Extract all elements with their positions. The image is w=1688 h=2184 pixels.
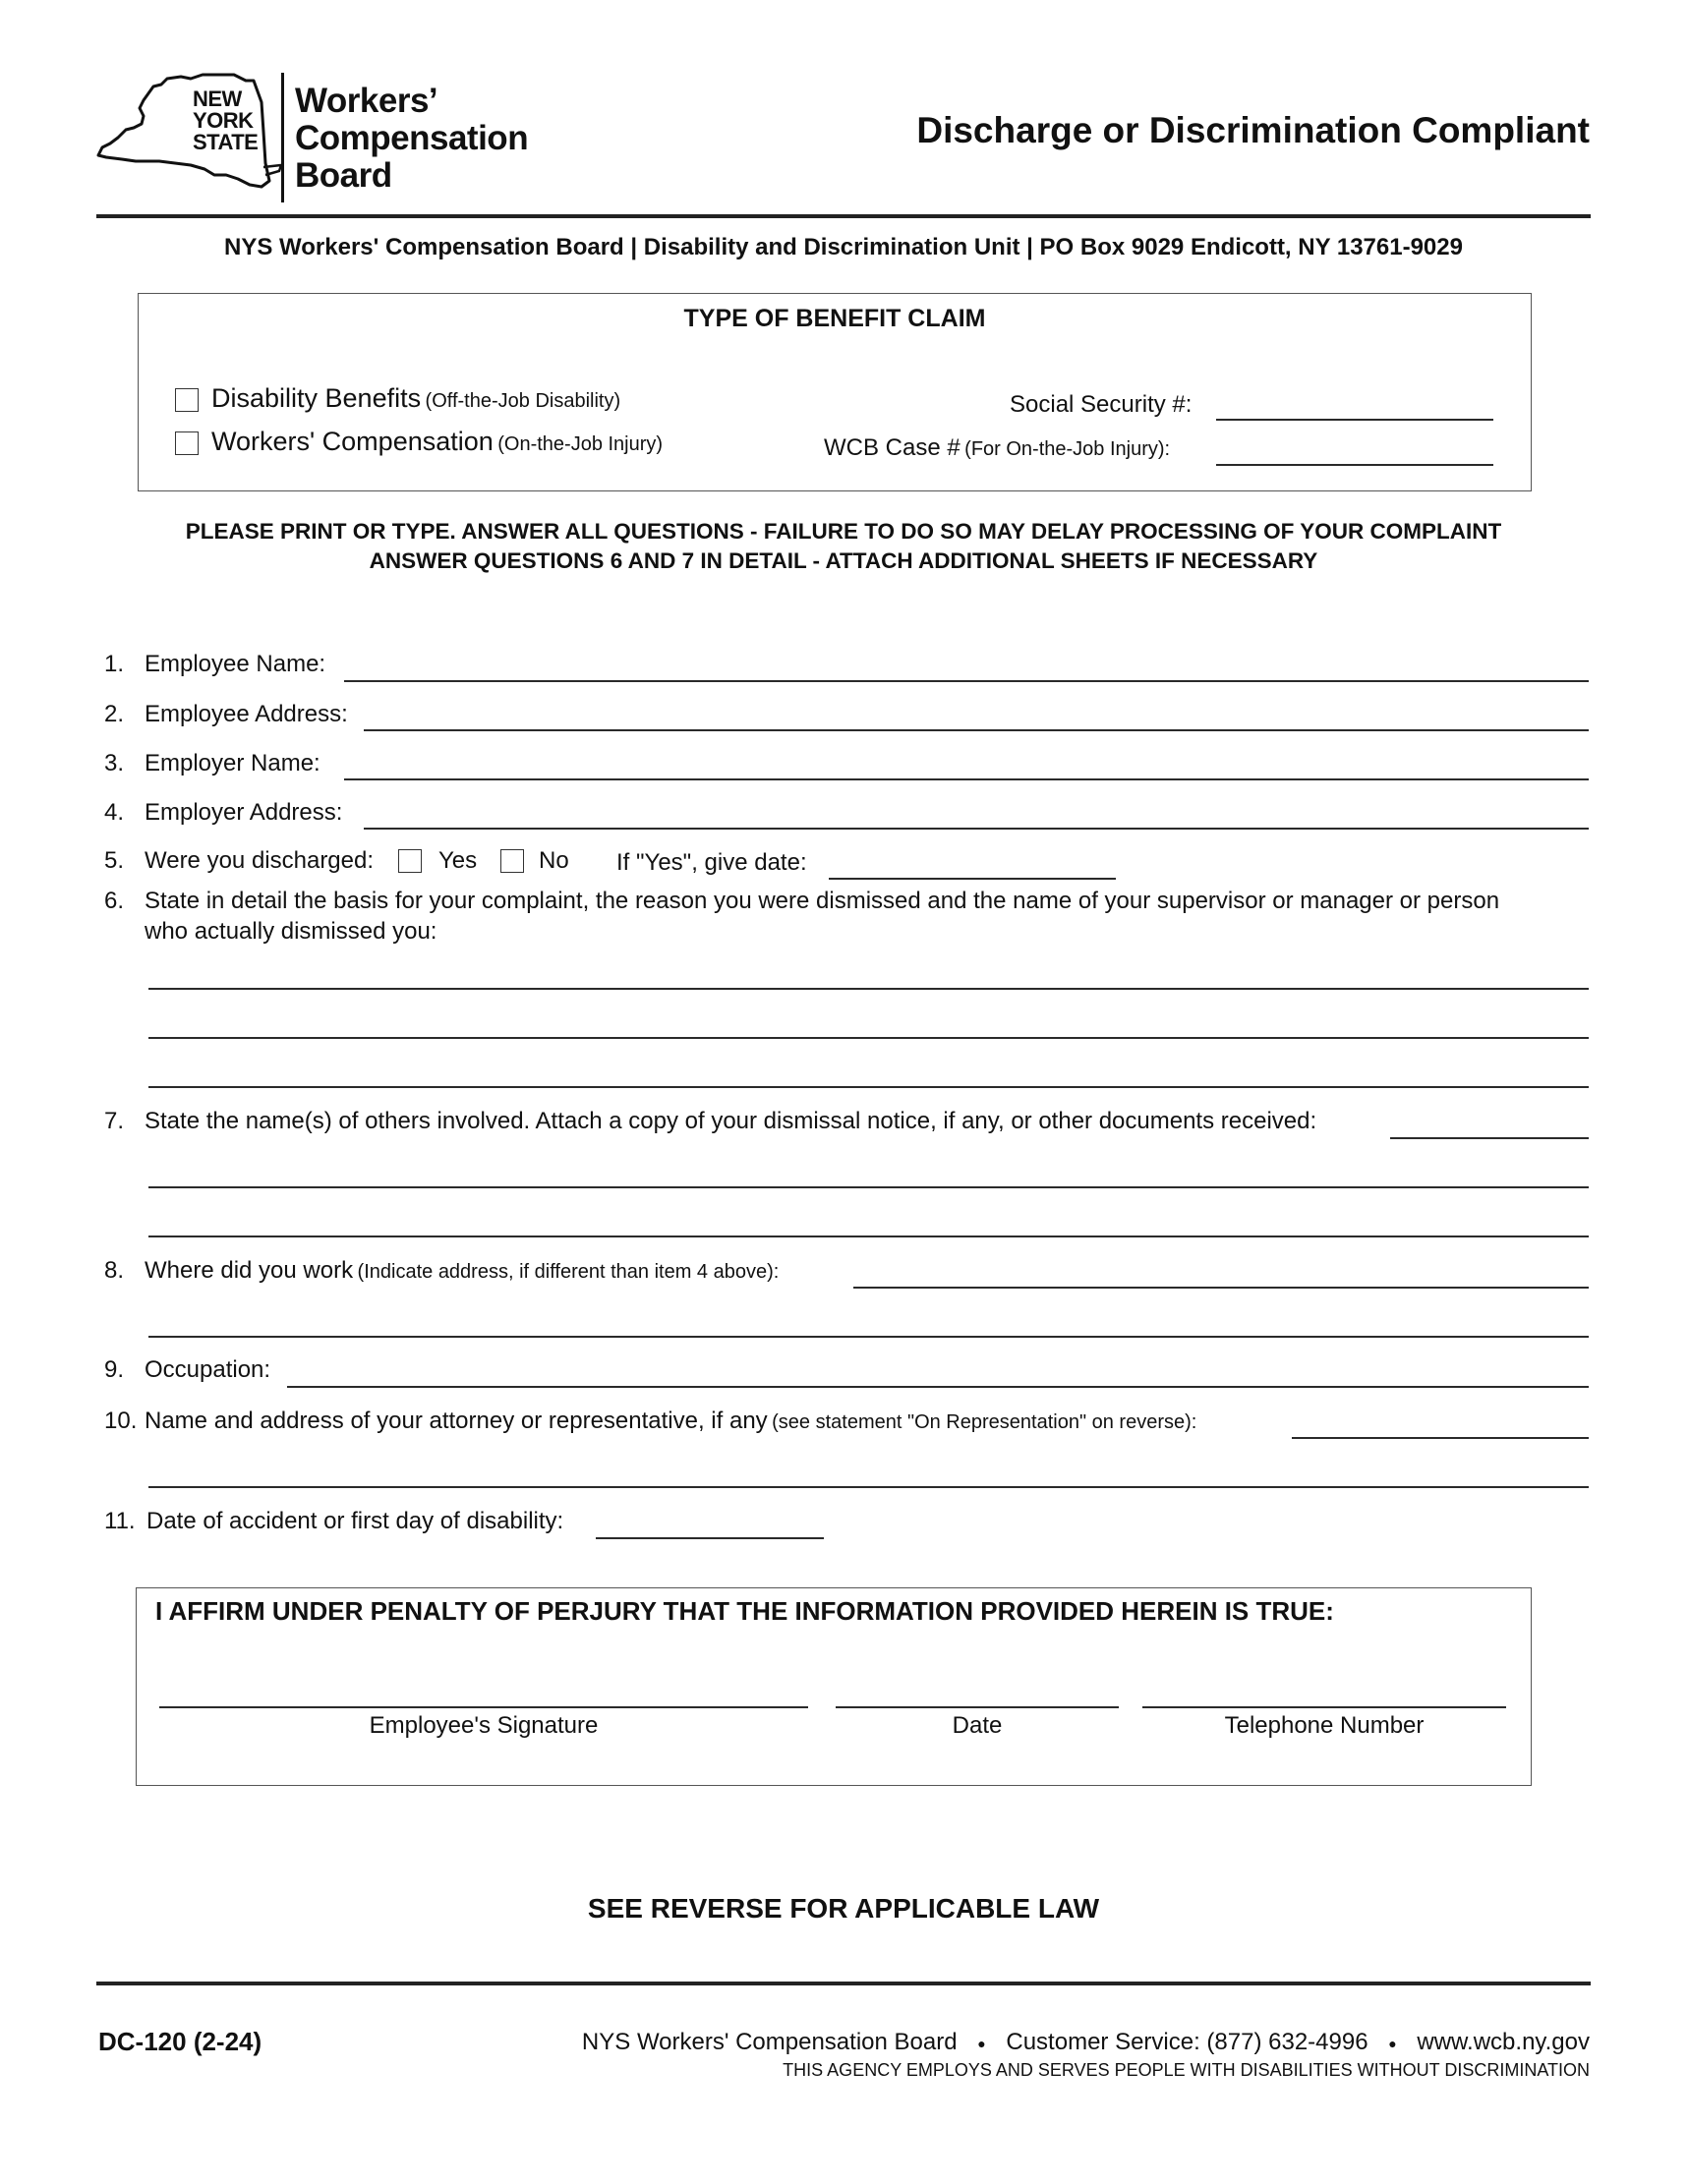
q6-line-1: State in detail the basis for your complaint, the reason you were dismissed and the name of your supervisor or manager or person: [145, 888, 1500, 914]
q10-number: 10.: [104, 1408, 138, 1434]
logo-org-line-3: Board: [295, 155, 392, 195]
logo-org-line-2: Compensation: [295, 118, 529, 157]
logo-divider: [281, 73, 284, 202]
work-location-field[interactable]: [853, 1287, 1589, 1289]
logo-state-line-2: YORK: [193, 108, 254, 133]
q7-number: 7.: [104, 1108, 125, 1134]
ssn-label: Social Security #:: [1010, 391, 1193, 418]
disability-benefits-label: Disability Benefits: [211, 383, 422, 413]
telephone-field[interactable]: [1142, 1706, 1506, 1708]
workers-comp-option: [211, 427, 663, 457]
signature-field[interactable]: [159, 1706, 808, 1708]
affirmation-title: I AFFIRM UNDER PENALTY OF PERJURY THAT THE INFORMATION PROVIDED HEREIN IS TRUE:: [155, 1596, 1334, 1626]
instructions-line-1: PLEASE PRINT OR TYPE. ANSWER ALL QUESTIONS - FAILURE TO DO SO MAY DELAY PROCESSING OF YOUR COMPLAINT: [185, 519, 1502, 544]
disability-benefits-note: (Off-the-Job Disability): [425, 390, 621, 412]
logo-state-line-1: NEW: [193, 86, 242, 111]
instructions-line-2: ANSWER QUESTIONS 6 AND 7 IN DETAIL - ATTACH ADDITIONAL SHEETS IF NECESSARY: [369, 548, 1318, 573]
complaint-basis-line-2[interactable]: [148, 1037, 1589, 1039]
employee-address-field[interactable]: [364, 729, 1589, 731]
disability-benefits-checkbox[interactable]: [175, 388, 199, 412]
q5-label: Were you discharged:: [145, 847, 375, 874]
q2-label: Employee Address:: [145, 701, 348, 727]
q6-number: 6.: [104, 888, 125, 914]
others-involved-field[interactable]: [1390, 1137, 1589, 1139]
q3-number: 3.: [104, 750, 125, 776]
discharge-date-field[interactable]: [829, 878, 1116, 880]
q8-number: 8.: [104, 1257, 125, 1284]
footer-disclaimer: THIS AGENCY EMPLOYS AND SERVES PEOPLE WITH DISABILITIES WITHOUT DISCRIMINATION: [783, 2060, 1590, 2080]
q1-label: Employee Name:: [145, 651, 326, 677]
form-title: Discharge or Discrimination Compliant: [916, 110, 1590, 150]
wcb-case-label: WCB Case #: [824, 434, 960, 461]
wcb-case-label-group: [824, 434, 1170, 462]
workers-comp-checkbox[interactable]: [175, 431, 199, 455]
date-label: Date: [952, 1712, 1003, 1739]
complaint-basis-line-3[interactable]: [148, 1086, 1589, 1088]
footer-service: Customer Service: (877) 632-4996: [1006, 2029, 1368, 2055]
work-location-line-2[interactable]: [148, 1336, 1589, 1338]
footer-contact-line: [582, 2029, 1590, 2056]
q11-label: Date of accident or first day of disability:: [146, 1508, 564, 1534]
employer-address-field[interactable]: [364, 828, 1589, 830]
q10-label: Name and address of your attorney or representative, if any: [145, 1408, 768, 1434]
attorney-field[interactable]: [1292, 1437, 1589, 1439]
q4-number: 4.: [104, 799, 125, 826]
workers-comp-note: (On-the-Job Injury): [497, 433, 664, 455]
accident-date-field[interactable]: [596, 1537, 824, 1539]
telephone-label: Telephone Number: [1224, 1712, 1425, 1739]
occupation-field[interactable]: [287, 1386, 1589, 1388]
date-field[interactable]: [836, 1706, 1119, 1708]
q6-line-2: who actually dismissed you:: [145, 918, 437, 945]
footer-rule: [96, 1982, 1591, 1985]
wcb-case-field[interactable]: [1216, 464, 1493, 466]
benefit-box-title: TYPE OF BENEFIT CLAIM: [683, 305, 986, 332]
discharged-no-checkbox[interactable]: [500, 849, 524, 873]
q3-label: Employer Name:: [145, 750, 320, 776]
nys-logo: [96, 73, 549, 205]
q1-number: 1.: [104, 651, 125, 677]
attorney-line-2[interactable]: [148, 1486, 1589, 1488]
q8-label: Where did you work: [145, 1257, 354, 1284]
employer-name-field[interactable]: [344, 778, 1589, 780]
employee-name-field[interactable]: [344, 680, 1589, 682]
form-code: DC-120 (2-24): [98, 2027, 262, 2056]
discharged-yes-label: Yes: [438, 847, 478, 874]
q7-label: State the name(s) of others involved. Attach a copy of your dismissal notice, if any, or other documents received:: [145, 1108, 1317, 1134]
workers-comp-label: Workers' Compensation: [211, 427, 494, 456]
q9-number: 9.: [104, 1356, 125, 1383]
discharged-no-label: No: [539, 847, 569, 874]
discharged-yes-checkbox[interactable]: [398, 849, 422, 873]
q10-note: (see statement "On Representation" on reverse):: [772, 1411, 1197, 1433]
complaint-basis-line-1[interactable]: [148, 988, 1589, 990]
q5-number: 5.: [104, 847, 125, 874]
q4-label: Employer Address:: [145, 799, 343, 826]
discharge-date-label: If "Yes", give date:: [616, 849, 807, 876]
header-rule: [96, 214, 1591, 218]
q8-label-group: [145, 1257, 779, 1285]
q9-label: Occupation:: [145, 1356, 271, 1383]
footer-bullet-1: ●: [977, 2035, 986, 2051]
ssn-field[interactable]: [1216, 419, 1493, 421]
others-involved-line-3[interactable]: [148, 1236, 1589, 1237]
q8-note: (Indicate address, if different than item 4 above):: [357, 1261, 780, 1283]
see-reverse-note: SEE REVERSE FOR APPLICABLE LAW: [587, 1893, 1100, 1924]
footer-org: NYS Workers' Compensation Board: [581, 2029, 958, 2055]
disability-benefits-option: [211, 383, 620, 414]
logo-org-line-1: Workers’: [295, 82, 438, 120]
footer-bullet-2: ●: [1388, 2035, 1397, 2051]
signature-label: Employee's Signature: [369, 1712, 599, 1739]
q10-label-group: [145, 1408, 1196, 1435]
wcb-case-note: (For On-the-Job Injury):: [964, 438, 1171, 460]
q2-number: 2.: [104, 701, 125, 727]
footer-website[interactable]: www.wcb.ny.gov: [1417, 2029, 1590, 2055]
logo-state-line-3: STATE: [193, 130, 259, 154]
others-involved-line-2[interactable]: [148, 1186, 1589, 1188]
q11-number: 11.: [104, 1508, 136, 1534]
address-line: NYS Workers' Compensation Board | Disability and Discrimination Unit | PO Box 9029 Endicott, NY 13761-9029: [224, 234, 1463, 260]
